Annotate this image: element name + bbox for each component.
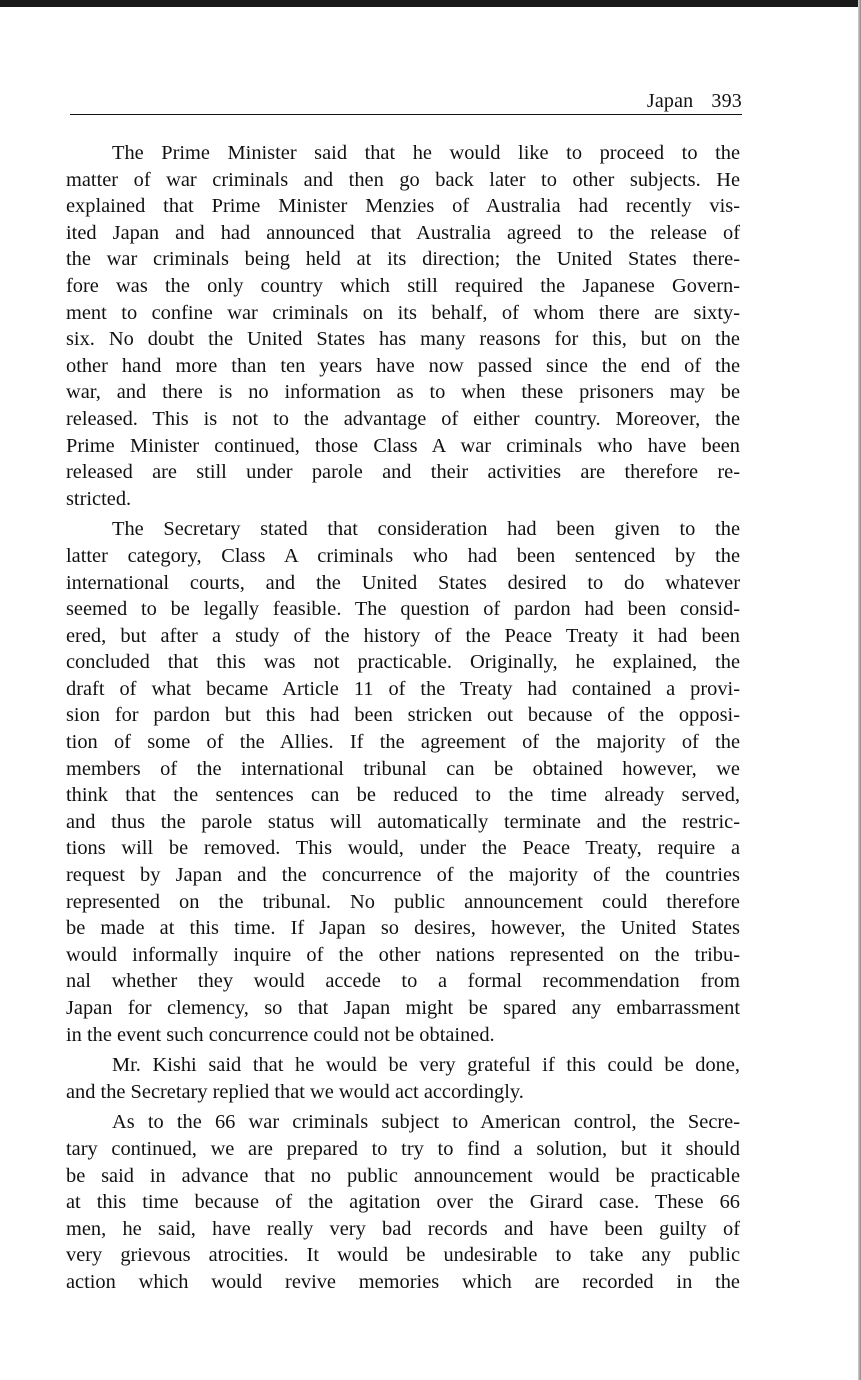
- text-line: tions will be removed. This would, under the Peace Treaty, require a: [66, 837, 740, 860]
- text-line: tion of some of the Allies. If the agreement of the majority of the: [66, 731, 740, 754]
- text-line: members of the international tribunal can be obtained however, we: [66, 757, 740, 780]
- text-line: stricted.: [66, 487, 132, 510]
- scan-top-edge: [0, 0, 861, 7]
- text-line: matter of war criminals and then go back later to other subjects. He: [66, 168, 740, 191]
- text-line: Mr. Kishi said that he would be very grateful if this could be done,: [112, 1054, 740, 1077]
- text-line: released. This is not to the advantage of either country. Moreover, the: [66, 407, 740, 430]
- text-line: the war criminals being held at its direction; the United States there-: [66, 248, 740, 271]
- text-line: war, and there is no information as to when these prisoners may be: [66, 381, 740, 404]
- text-line: at this time because of the agitation over the Girard case. These 66: [66, 1191, 740, 1214]
- section-title: Japan: [646, 90, 694, 112]
- text-line: ited Japan and had announced that Australia agreed to the release of: [66, 221, 740, 244]
- text-line: nal whether they would accede to a formal recommendation from: [66, 970, 740, 993]
- text-line: ment to confine war criminals on its behalf, of whom there are sixty-: [66, 301, 740, 324]
- text-line: ered, but after a study of the history of the Peace Treaty it had been: [66, 624, 740, 647]
- text-line: would informally inquire of the other nations represented on the tribu-: [66, 943, 740, 966]
- text-line: Prime Minister continued, those Class A war criminals who have been: [66, 434, 740, 457]
- text-line: fore was the only country which still required the Japanese Govern-: [66, 274, 740, 297]
- paragraph: [66, 140, 740, 512]
- text-line: tary continued, we are prepared to try to find a solution, but it should: [66, 1137, 740, 1160]
- body-text: [66, 140, 740, 1296]
- running-head-text: [647, 90, 742, 113]
- text-line: and thus the parole status will automatically terminate and the restric-: [66, 810, 740, 833]
- text-line: be made at this time. If Japan so desires, however, the United States: [66, 917, 740, 940]
- text-line: explained that Prime Minister Menzies of Australia had recently vis-: [66, 195, 740, 218]
- text-line: The Prime Minister said that he would like to proceed to the: [112, 142, 740, 164]
- text-line: six. No doubt the United States has many reasons for this, but on the: [66, 328, 740, 351]
- running-head: [70, 86, 742, 115]
- paragraph: [66, 1052, 740, 1105]
- text-line: men, he said, have really very bad records and have been guilty of: [66, 1217, 740, 1240]
- paragraph: [66, 516, 740, 1048]
- text-line: seemed to be legally feasible. The question of pardon had been consid-: [66, 598, 740, 621]
- page-number: 393: [711, 90, 742, 112]
- text-line: think that the sentences can be reduced to the time already served,: [66, 784, 740, 807]
- text-line: released are still under parole and their activities are therefore re-: [66, 461, 740, 484]
- text-line: latter category, Class A criminals who had been sentenced by the: [66, 544, 740, 567]
- text-line: other hand more than ten years have now passed since the end of the: [66, 354, 740, 377]
- paragraph: [66, 1109, 740, 1295]
- text-line: draft of what became Article 11 of the Treaty had contained a provi-: [66, 677, 740, 700]
- text-line: As to the 66 war criminals subject to American control, the Secre-: [112, 1111, 740, 1134]
- text-line: action which would revive memories which are recorded in the: [66, 1270, 740, 1293]
- text-line: very grievous atrocities. It would be undesirable to take any public: [66, 1244, 740, 1267]
- text-line: The Secretary stated that consideration had been given to the: [112, 518, 740, 541]
- text-line: represented on the tribunal. No public announcement could therefore: [66, 890, 740, 913]
- text-line: international courts, and the United States desired to do whatever: [66, 571, 740, 594]
- text-line: in the event such concurrence could not be obtained.: [66, 1023, 495, 1046]
- text-line: Japan for clemency, so that Japan might be spared any embarrassment: [66, 997, 740, 1019]
- text-line: be said in advance that no public announcement would be practicable: [66, 1164, 740, 1187]
- text-line: sion for pardon but this had been stricken out because of the opposi-: [66, 704, 740, 727]
- text-line: request by Japan and the concurrence of the majority of the countries: [66, 864, 740, 887]
- text-line: and the Secretary replied that we would act accordingly.: [66, 1080, 524, 1103]
- text-line: concluded that this was not practicable. Originally, he explained, the: [66, 651, 740, 674]
